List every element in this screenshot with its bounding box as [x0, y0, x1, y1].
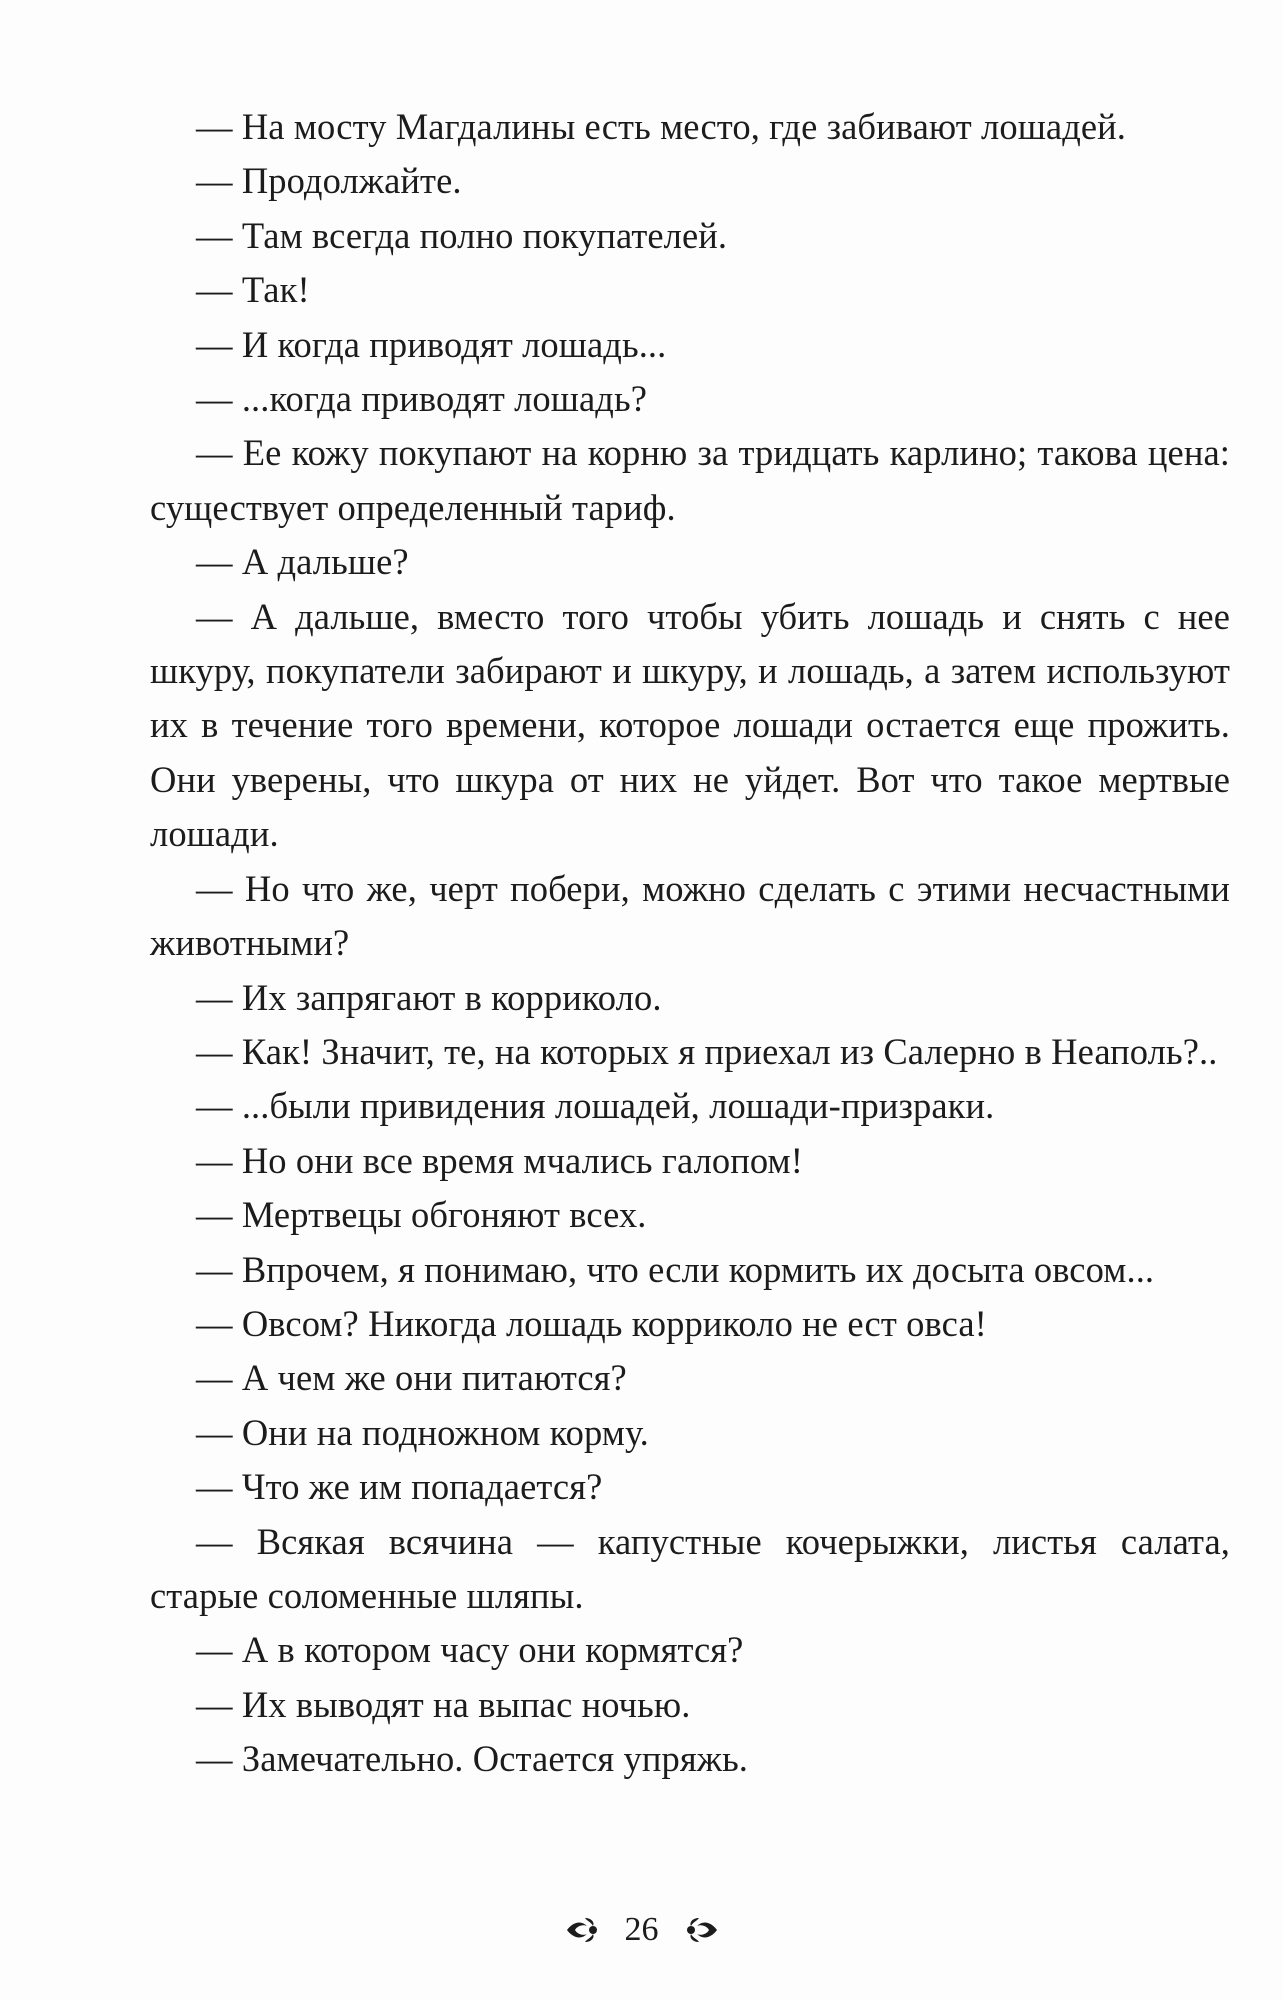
paragraph: — Впрочем, я понимаю, что если кормить их досыта овсом... — [196, 1248, 1155, 1290]
paragraph: — Так! — [196, 269, 310, 311]
paragraph: — Они на подножном корму. — [196, 1411, 649, 1453]
fleuron-right-icon — [681, 1910, 721, 1950]
paragraph: — Их запрягают в корриколо. — [196, 976, 662, 1018]
page-footer — [0, 1900, 1283, 1960]
paragraph: — А чем же они питаются? — [196, 1357, 627, 1399]
paragraph: — На мосту Магдалины есть место, где забивают лошадей. — [196, 106, 1127, 147]
paragraph: — А дальше? — [196, 541, 409, 583]
paragraph: — Ее кожу покупают на корню за тридцать карлино; такова цена: существует определенный тариф. — [150, 432, 1230, 528]
paragraph: — Замечательно. Остается упряжь. — [196, 1738, 749, 1780]
paragraph: — Как! Значит, те, на которых я приехал из Салерно в Неаполь?.. — [196, 1030, 1218, 1072]
dialogue-text — [150, 100, 1230, 1787]
paragraph: — ...были привидения лошадей, лошади-призраки. — [196, 1085, 995, 1127]
paragraph: — Но они все время мчались галопом! — [196, 1139, 803, 1181]
paragraph: — Продолжайте. — [196, 160, 462, 202]
paragraph: — А в котором часу они кормятся? — [196, 1629, 744, 1671]
paragraph: — Их выводят на выпас ночью. — [196, 1683, 691, 1725]
paragraph: — Но что же, черт побери, можно сделать с этими несчастными животными? — [150, 867, 1230, 964]
paragraph: — А дальше, вместо того чтобы убить лошадь и снять с нее шкуру, покупатели забирают и шкуру, и лошадь, а затем используют их в течение того времени, которое лошади остается еще прожить. Они уверены, что шкура от них не уйдет. Вот что такое мертвые лошади. — [150, 595, 1230, 855]
paragraph: — Всякая всячина — капустные кочерыжки, листья салата, старые соломенные шляпы. — [150, 1520, 1230, 1616]
paragraph: — Мертвецы обгоняют всех. — [196, 1194, 647, 1236]
fleuron-left-icon — [563, 1910, 603, 1950]
paragraph: — Что же им попадается? — [196, 1466, 603, 1508]
paragraph: — И когда приводят лошадь... — [196, 323, 667, 365]
paragraph: — Овсом? Никогда лошадь корриколо не ест овса! — [196, 1302, 987, 1344]
page-number: 26 — [624, 1911, 659, 1948]
paragraph: — ...когда приводят лошадь? — [196, 378, 648, 420]
paragraph: — Там всегда полно покупателей. — [196, 214, 728, 256]
